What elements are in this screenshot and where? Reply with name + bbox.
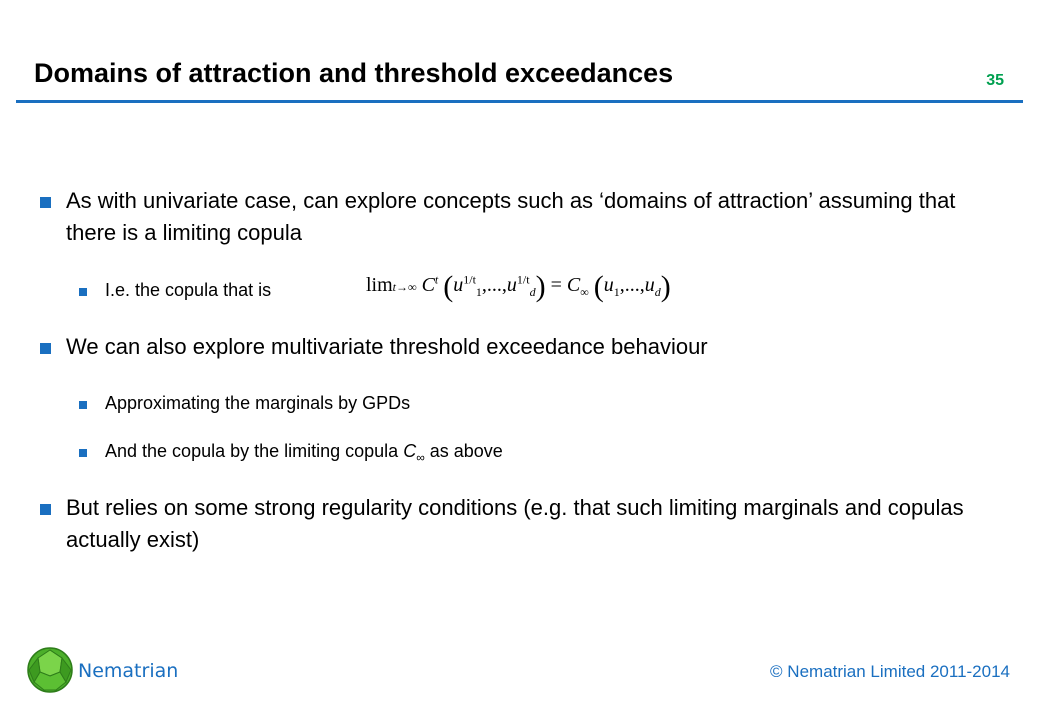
subbullet-text-before: And the copula by the limiting copula	[105, 441, 404, 461]
formula-ud: u	[506, 274, 517, 296]
formula-lhs-sup: t	[434, 272, 439, 287]
title-divider	[16, 100, 1023, 103]
formula-exp-d: 1/t	[516, 272, 530, 287]
formula-dots-1: ,...,	[481, 274, 507, 296]
bullet-marker	[40, 343, 51, 354]
bullet-marker	[40, 197, 51, 208]
subbullet-marker	[79, 401, 87, 409]
formula-rhs-c: C	[566, 274, 581, 296]
bullet-marker	[40, 504, 51, 515]
page-title: Domains of attraction and threshold exceedances	[34, 58, 674, 88]
formula-rhs-paren-open: (	[593, 270, 604, 303]
formula-rhs-paren-close: )	[660, 270, 671, 303]
bullet-regularity-conditions	[40, 492, 1000, 556]
footer-copyright: © Nematrian Limited 2011-2014	[770, 662, 1010, 681]
limit-formula	[366, 270, 671, 304]
formula-u1: u	[453, 274, 464, 296]
subbullet-gpds	[79, 391, 979, 415]
formula-rhs-u1: u	[603, 274, 614, 296]
formula-paren-close: )	[535, 270, 546, 303]
c-infinity-symbol: C	[403, 441, 417, 461]
bullet-text: As with univariate case, can explore concepts such as ‘domains of attraction’ assuming that there is a limiting copula	[66, 188, 956, 245]
subbullet-text	[105, 439, 979, 470]
subbullet-text: Approximating the marginals by GPDs	[105, 393, 411, 413]
bullet-threshold-exceedance	[40, 331, 1000, 363]
formula-sub-1: 1	[475, 285, 482, 299]
subbullet-marker	[79, 449, 87, 457]
formula-sub-d: d	[529, 285, 536, 299]
subbullet-text-after: as above	[424, 441, 503, 461]
formula-rhs-sub-d: d	[654, 285, 661, 299]
subbullet-limiting-copula	[79, 439, 979, 470]
formula-paren-open: (	[443, 270, 454, 303]
formula-rhs-ud: u	[644, 274, 655, 296]
formula-lim-sub: t→∞	[392, 280, 417, 294]
subbullet-text: I.e. the copula that is	[105, 280, 272, 300]
footer-brand: Nematrian	[78, 660, 179, 682]
nematrian-logo-icon	[26, 646, 74, 694]
formula-lhs-c: C	[421, 274, 435, 296]
formula-rhs-sub-1: 1	[613, 285, 620, 299]
formula-lim: lim	[366, 274, 393, 296]
formula-rhs-sub: ∞	[580, 285, 589, 299]
bullet-text: But relies on some strong regularity conditions (e.g. that such limiting marginals and copulas actually exist)	[66, 495, 964, 552]
formula-exp-1: 1/t	[463, 272, 476, 287]
bullet-domains-of-attraction	[40, 185, 1000, 249]
subbullet-marker	[79, 288, 87, 296]
slide-number: 35	[986, 72, 1004, 89]
formula-rhs-dots: ,...,	[619, 274, 645, 296]
formula-equals: =	[550, 274, 562, 296]
bullet-text: We can also explore multivariate threshold exceedance behaviour	[66, 334, 708, 359]
c-infinity-sub: ∞	[416, 450, 425, 465]
